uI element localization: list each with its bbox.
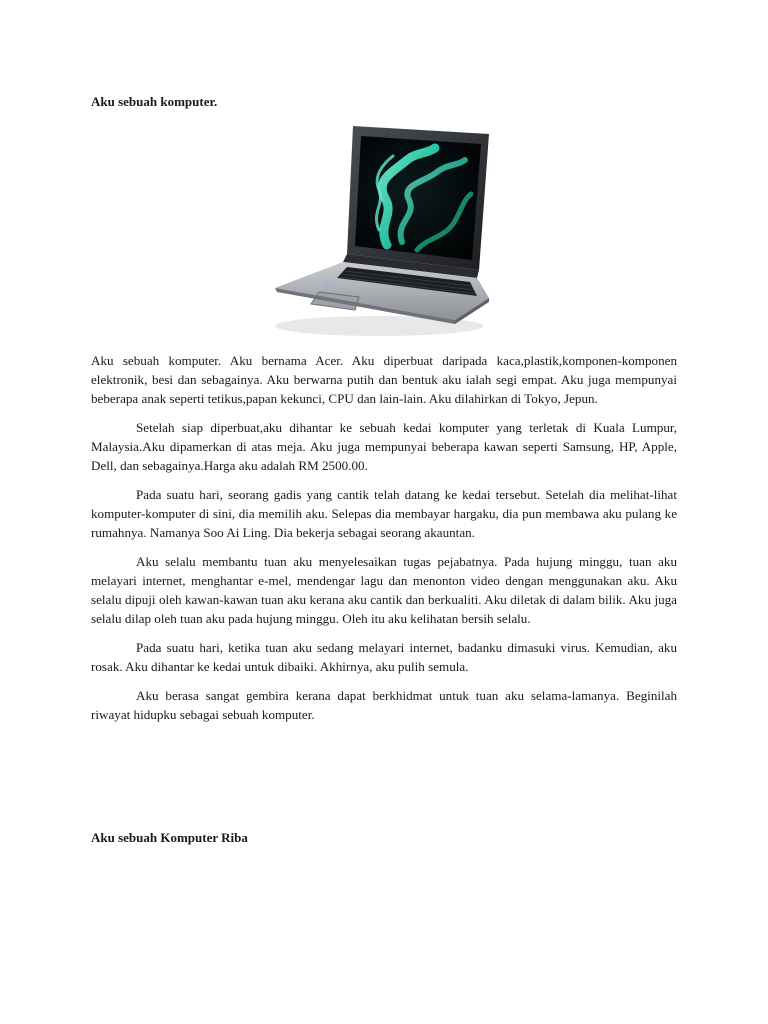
- paragraph: Aku selalu membantu tuan aku menyelesaikan tugas pejabatnya. Pada hujung minggu, tuan aku melayari internet, menghantar e-mel, mendengar lagu dan menonton video dengan menggunakan aku. Aku selalu dipuji oleh kawan-kawan tuan aku kerana aku cantik dan berkualiti. Aku diletak di dalam bilik. Aku juga selalu dilap oleh tuan aku pada hujung minggu. Oleh itu aku kelihatan bersih selalu.: [91, 554, 677, 626]
- document-title: Aku sebuah komputer.: [91, 94, 218, 109]
- paragraph: Aku sebuah komputer. Aku bernama Acer. Aku diperbuat daripada kaca,plastik,komponen-komponen elektronik, besi dan sebagainya. Aku berwarna putih dan bentuk aku ialah segi empat. Aku juga mempunyai beberapa anak seperti tetikus,papan kekunci, CPU dan lain-lain. Aku dilahirkan di Tokyo, Jepun.: [91, 353, 677, 406]
- paragraph: Pada suatu hari, ketika tuan aku sedang melayari internet, badanku dimasuki virus. Kemudian, aku rosak. Aku dihantar ke kedai untuk dibaiki. Akhirnya, aku pulih semula.: [91, 640, 677, 674]
- document-body: [91, 351, 677, 734]
- section-title: Aku sebuah Komputer Riba: [91, 830, 248, 845]
- paragraph: Setelah siap diperbuat,aku dihantar ke sebuah kedai komputer yang terletak di Kuala Lumpur, Malaysia.Aku dipamerkan di atas meja. Aku juga mempunyai beberapa kawan seperti Samsung, HP, Apple, Dell, dan sebagainya.Harga aku adalah RM 2500.00.: [91, 420, 677, 473]
- laptop-image: [267, 120, 489, 342]
- laptop-icon: [267, 120, 489, 342]
- paragraph: Aku berasa sangat gembira kerana dapat berkhidmat untuk tuan aku selama-lamanya. Beginilah riwayat hidupku sebagai sebuah komputer.: [91, 688, 677, 722]
- paragraph: Pada suatu hari, seorang gadis yang cantik telah datang ke kedai tersebut. Setelah dia melihat-lihat komputer-komputer di sini, dia memilih aku. Selepas dia membayar hargaku, dia pun membawa aku pulang ke rumahnya. Namanya Soo Ai Ling. Dia bekerja sebagai seorang akauntan.: [91, 487, 677, 540]
